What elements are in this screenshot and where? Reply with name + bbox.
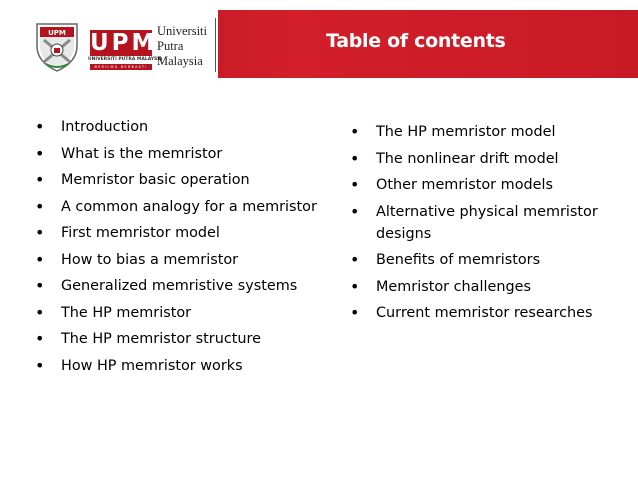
university-name-line: Malaysia	[157, 54, 203, 68]
list-item: • Memristor basic operation	[33, 169, 318, 191]
logo-divider	[215, 18, 216, 72]
contents-list-right	[348, 121, 618, 329]
upm-full-name: UNIVERSITI PUTRA MALAYSIA	[88, 57, 163, 62]
list-item: • Current memristor researches	[348, 302, 618, 324]
upm-wordmark: UPM	[90, 30, 158, 56]
upm-motto: BERILMU BERBAKTI	[90, 64, 152, 70]
list-item: • Introduction	[33, 116, 318, 138]
contents-list-left	[33, 116, 318, 381]
crest-lettering: UPM	[48, 29, 66, 37]
list-item: • First memristor model	[33, 222, 318, 244]
list-item: • Other memristor models	[348, 174, 618, 196]
list-item: • The HP memristor structure	[33, 328, 318, 350]
university-crest-icon	[34, 20, 80, 72]
university-name	[157, 24, 207, 69]
list-item: • How HP memristor works	[33, 355, 318, 377]
university-name-line: Universiti	[157, 24, 207, 38]
slide-header	[10, 10, 638, 78]
list-item: • Alternative physical memristor designs	[348, 201, 618, 245]
university-logo	[10, 10, 218, 78]
list-item: • How to bias a memristor	[33, 249, 318, 271]
list-item: • The nonlinear drift model	[348, 148, 618, 170]
university-name-line: Putra	[157, 39, 184, 53]
list-item: • Generalized memristive systems	[33, 275, 318, 297]
list-item: • The HP memristor	[33, 302, 318, 324]
list-item: • The HP memristor model	[348, 121, 618, 143]
list-item: • A common analogy for a memristor	[33, 196, 318, 218]
slide-title: Table of contents	[326, 30, 506, 52]
list-item: • What is the memristor	[33, 143, 318, 165]
list-item: • Benefits of memristors	[348, 249, 618, 271]
list-item: • Memristor challenges	[348, 276, 618, 298]
